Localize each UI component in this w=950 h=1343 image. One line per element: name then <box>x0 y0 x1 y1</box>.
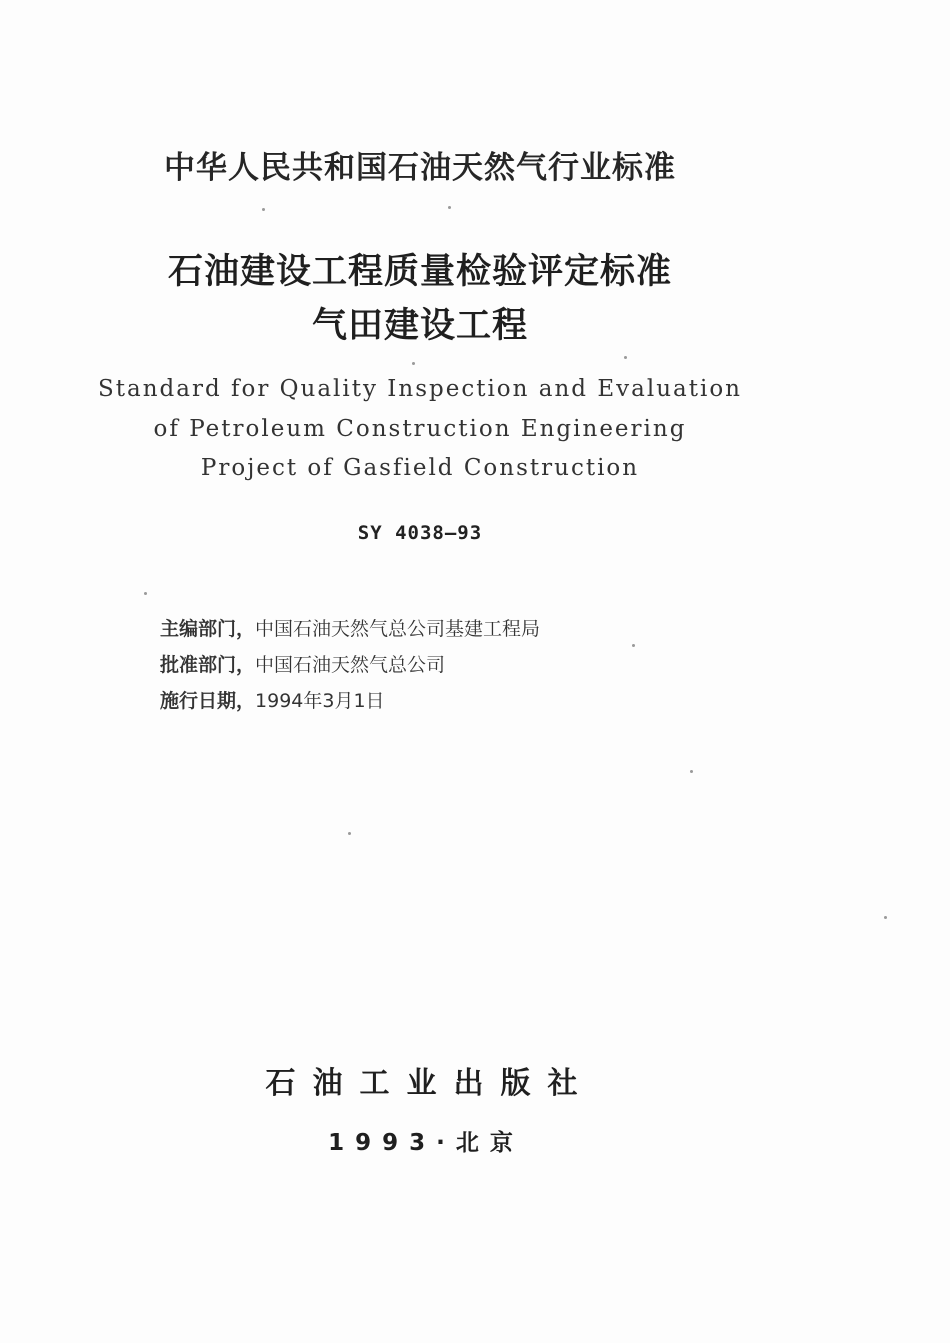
chinese-title-line-2: 气田建设工程 <box>311 306 528 346</box>
effective-date-row <box>160 686 385 713</box>
effective-date-value: 1994年3月1日 <box>255 690 385 712</box>
english-title-line-1: Standard for Quality Inspection and Evaluation <box>98 376 742 402</box>
scan-speck <box>348 832 351 835</box>
scan-speck <box>884 916 887 919</box>
editor-department-label: 主编部门， <box>160 618 256 640</box>
scan-speck <box>690 770 693 773</box>
approver-department-label: 批准部门， <box>160 654 256 676</box>
scan-speck <box>624 356 627 359</box>
scan-speck <box>632 644 635 647</box>
english-title-line-2: of Petroleum Construction Engineering <box>153 416 687 442</box>
scan-speck <box>144 592 147 595</box>
publication-year-place: 1993·北京 <box>328 1130 524 1156</box>
approver-department-value: 中国石油天然气总公司 <box>255 654 446 676</box>
standard-number: SY 4038—93 <box>357 522 483 544</box>
scan-speck <box>412 362 415 365</box>
chinese-title-line-1: 石油建设工程质量检验评定标准 <box>167 252 672 292</box>
editor-department-value: 中国石油天然气总公司基建工程局 <box>255 618 541 640</box>
effective-date-label: 施行日期， <box>160 690 256 712</box>
scan-speck <box>262 208 265 211</box>
english-title-line-3: Project of Gasfield Construction <box>200 455 640 481</box>
standard-series-heading: 中华人民共和国石油天然气行业标准 <box>164 150 676 186</box>
scan-speck <box>448 206 451 209</box>
publisher-name: 石油工业出版社 <box>265 1066 595 1101</box>
editor-department-row <box>160 614 540 641</box>
approver-department-row <box>160 650 445 677</box>
